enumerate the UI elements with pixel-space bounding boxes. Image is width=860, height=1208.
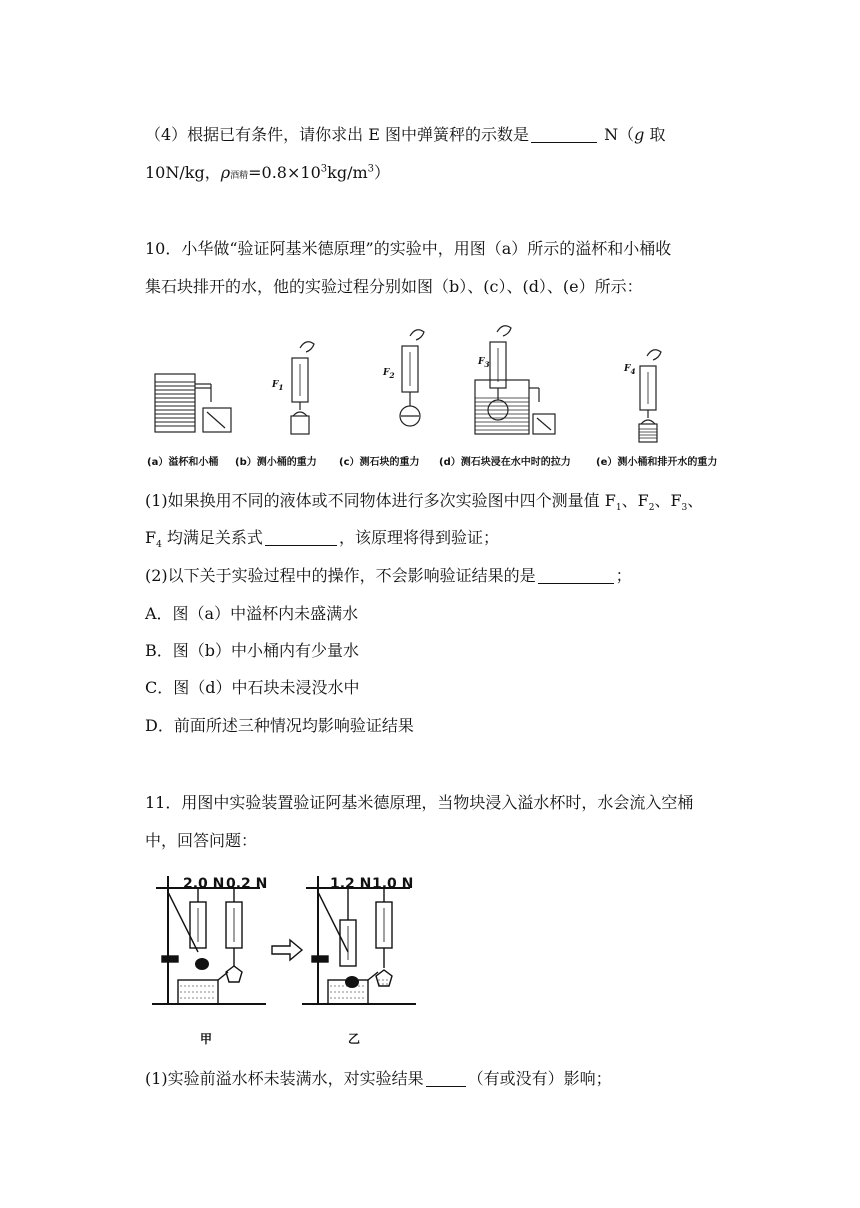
q11-stem-line2: 中，回答问题： <box>145 831 258 850</box>
option-a: A．图（a）中溢杯内未盛满水 <box>145 604 359 623</box>
q9-part4-line2 <box>145 162 390 187</box>
q10-stem-line1: 10．小华做“验证阿基米德原理”的实验中，用图（a）所示的溢杯和小桶收 <box>145 239 672 258</box>
yi-left-reading: 1.2 N <box>330 876 372 892</box>
answer-blank[interactable] <box>426 1070 466 1087</box>
overflow-cup-a <box>155 374 231 432</box>
jia-right-reading: 0.2 N <box>226 876 268 892</box>
q9-gval: 10N/kg， <box>145 163 221 182</box>
jia-left-reading: 2.0 N <box>183 876 225 892</box>
g-variable: g <box>634 125 645 144</box>
f2-label: $F_2$ <box>383 368 395 380</box>
q11-stem-line1: 11．用图中实验装置验证阿基米德原理，当物块浸入溢水杯时，水会流入空桶 <box>145 793 694 812</box>
option-c: C．图（d）中石块未浸没水中 <box>145 678 360 697</box>
answer-blank[interactable] <box>531 126 597 143</box>
option-b: B．图（b）中小桶内有少量水 <box>145 641 360 660</box>
q9-part4-text: （4）根据已有条件，请你求出 E 图中弹簧秤的示数是 <box>145 125 530 144</box>
option-d: D．前面所述三种情况均影响验证结果 <box>145 716 414 735</box>
exponent-2: 3 <box>367 163 374 175</box>
caption-d: (d）测石块浸在水中时的拉力 <box>439 457 571 468</box>
caption-e: (e）测小桶和排开水的重力 <box>596 457 718 468</box>
close-paren: ） <box>374 163 391 182</box>
f3-label: $F_3$ <box>478 357 490 369</box>
q11-sub1: (1)实验前溢水杯未装满水，对实验结果 （有或没有）影响； <box>145 1069 612 1088</box>
spring-scale-e <box>639 350 661 442</box>
q9-part4-line1 <box>145 124 665 146</box>
f4-label: $F_4$ <box>624 364 636 376</box>
spring-scale-c <box>400 330 424 426</box>
caption-c: (c）测石块的重力 <box>339 457 420 468</box>
q10-stem-line2: 集石块排开的水，他的实验过程分别如图（b）、(c）、(d）、(e）所示： <box>145 277 643 296</box>
rho-symbol: ρ <box>220 163 231 182</box>
answer-blank[interactable] <box>265 529 337 546</box>
answer-blank[interactable] <box>538 567 614 584</box>
q9-part4-g: 取 <box>644 125 666 144</box>
q10-sub1-line1: (1)如果换用不同的液体或不同物体进行多次实验图中四个测量值 $F_1$、$F_2$、$F_3$、 <box>145 491 704 514</box>
rho-subscript: 酒精 <box>230 171 249 181</box>
exponent: 3 <box>320 163 328 175</box>
q9-part4-unit: N（ <box>599 125 635 144</box>
spring-scale-b <box>291 342 314 434</box>
f1-label: $F_1$ <box>272 380 284 392</box>
q10-sub1-line2: $F_4$ 均满足关系式 ，该原理将得到验证； <box>145 528 499 551</box>
caption-b: (b）测小桶的重力 <box>235 457 317 468</box>
yi-label: 乙 <box>348 1032 361 1046</box>
yi-right-reading: 1.0 N <box>372 876 414 892</box>
jia-label: 甲 <box>200 1032 213 1046</box>
q11-figure <box>148 872 418 1017</box>
q10-figure <box>145 322 750 472</box>
density-value: =0.8×10 <box>248 163 321 182</box>
caption-a: (a）溢杯和小桶 <box>147 457 219 468</box>
q10-sub2: (2)以下关于实验过程中的操作，不会影响验证结果的是 ； <box>145 566 632 585</box>
density-unit: kg/m <box>327 163 368 182</box>
